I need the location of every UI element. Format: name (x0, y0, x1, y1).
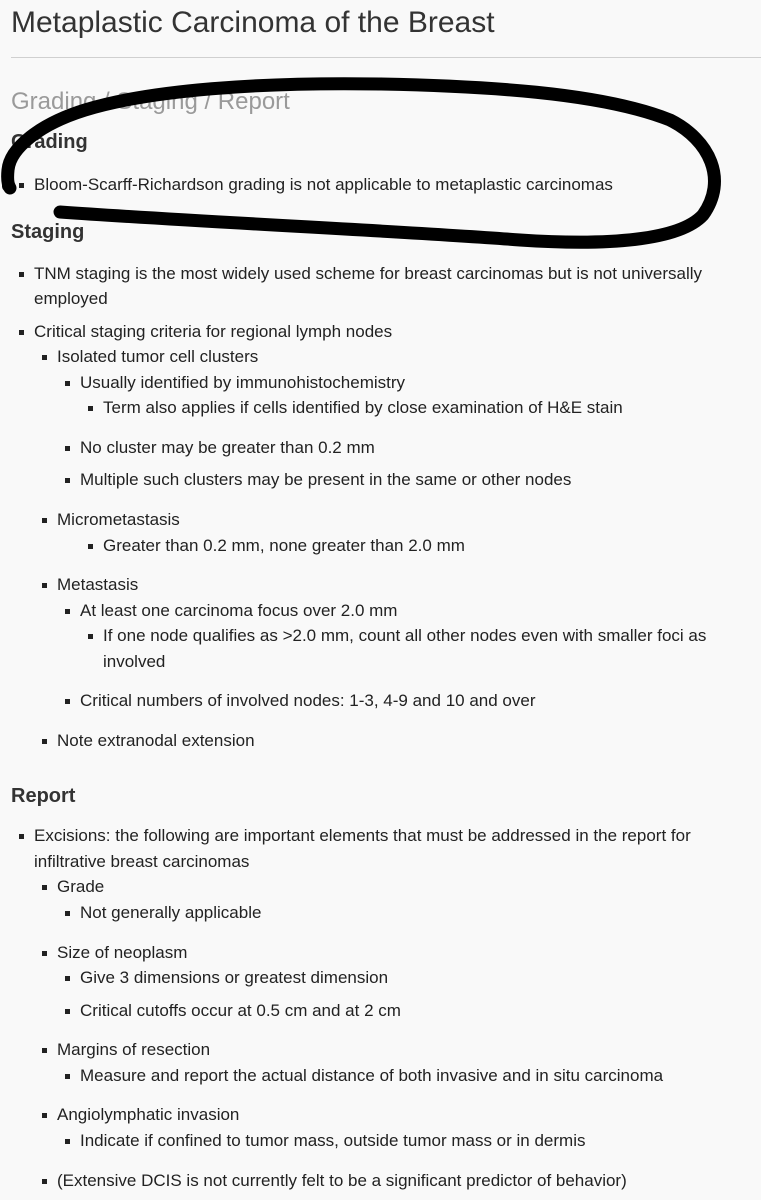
title-divider (11, 57, 761, 58)
staging-item-node-qualifies: If one node qualifies as >2.0 mm, count all other nodes even with smaller foci as (103, 623, 706, 649)
report-item-excisions: Excisions: the following are important elements that must be addressed in the report for (34, 823, 691, 849)
staging-item-focus: At least one carcinoma focus over 2.0 mm (80, 598, 397, 624)
page-title: Metaplastic Carcinoma of the Breast (11, 6, 495, 39)
report-item-confined: Indicate if confined to tumor mass, outside tumor mass or in dermis (80, 1128, 585, 1154)
report-item-size: Size of neoplasm (57, 940, 187, 966)
report-item-cutoffs: Critical cutoffs occur at 0.5 cm and at 2 cm (80, 998, 401, 1024)
staging-item-micro-size: Greater than 0.2 mm, none greater than 2.0 mm (103, 533, 465, 559)
staging-item-multiple-clusters: Multiple such clusters may be present in the same or other nodes (80, 467, 571, 493)
grading-heading: Grading (11, 131, 88, 153)
staging-item-metastasis: Metastasis (57, 572, 138, 598)
staging-item-critical-numbers: Critical numbers of involved nodes: 1-3, 4-9 and 10 and over (80, 688, 535, 714)
report-item-grade: Grade (57, 874, 104, 900)
report-item-dcis: (Extensive DCIS is not currently felt to be a significant predictor of behavior) (57, 1168, 627, 1194)
report-item-dimensions: Give 3 dimensions or greatest dimension (80, 965, 388, 991)
annotation-dot (2, 180, 14, 192)
staging-item-micrometastasis: Micrometastasis (57, 507, 180, 533)
grading-item: Bloom-Scarff-Richardson grading is not applicable to metaplastic carcinomas (34, 172, 613, 198)
report-item-grade-na: Not generally applicable (80, 900, 261, 926)
staging-item-itc: Isolated tumor cell clusters (57, 344, 258, 370)
report-heading: Report (11, 785, 76, 807)
staging-item-lymph-nodes: Critical staging criteria for regional lymph nodes (34, 319, 392, 345)
report-item-excisions-cont: infiltrative breast carcinomas (34, 852, 250, 871)
staging-item-he-stain: Term also applies if cells identified by close examination of H&E stain (103, 395, 623, 421)
staging-item-cluster-size: No cluster may be greater than 0.2 mm (80, 435, 375, 461)
staging-item-ihc: Usually identified by immunohistochemistry (80, 370, 405, 396)
staging-heading: Staging (11, 221, 85, 243)
section-heading: Grading / Staging / Report (11, 88, 290, 115)
staging-item-tnm: TNM staging is the most widely used scheme for breast carcinomas but is not universally (34, 261, 702, 287)
staging-item-tnm-cont: employed (34, 289, 108, 308)
report-item-margins: Margins of resection (57, 1037, 210, 1063)
report-item-margin-distance: Measure and report the actual distance of both invasive and in situ carcinoma (80, 1063, 663, 1089)
staging-item-extranodal: Note extranodal extension (57, 728, 255, 754)
staging-item-node-qualifies-cont: involved (103, 652, 166, 671)
report-item-angiolymphatic: Angiolymphatic invasion (57, 1102, 239, 1128)
